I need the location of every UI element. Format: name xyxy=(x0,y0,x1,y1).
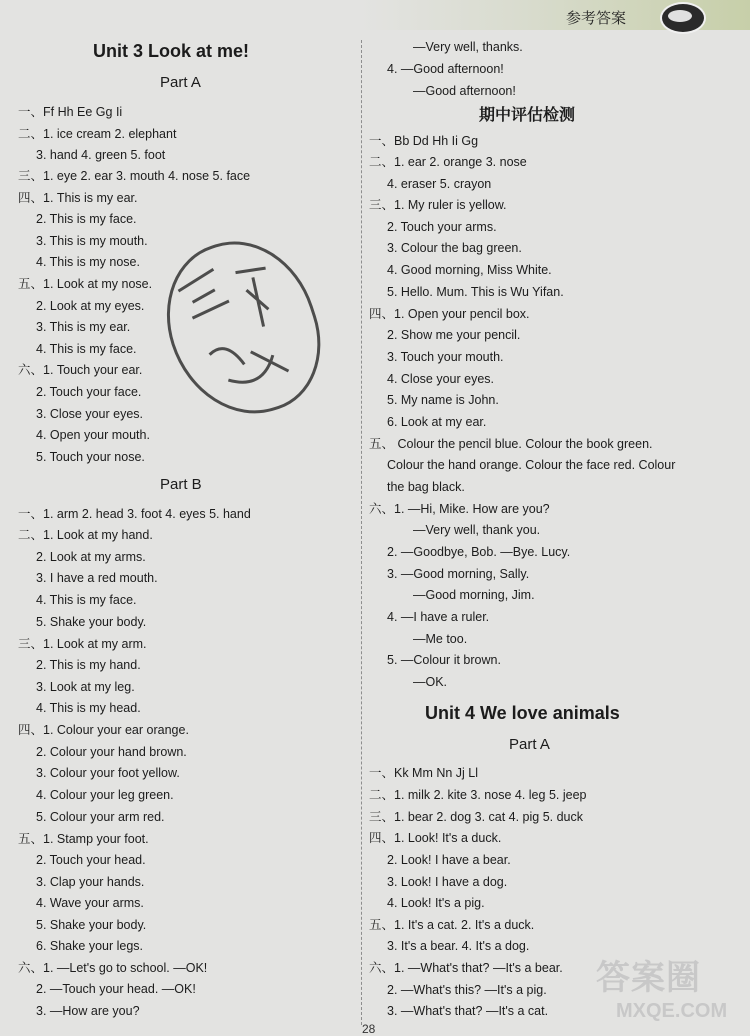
answer-line: 4. Colour your leg green. xyxy=(36,788,174,802)
answer-line: 3. Touch your mouth. xyxy=(387,350,504,364)
answer-line: 三、1. bear 2. dog 3. cat 4. pig 5. duck xyxy=(369,810,584,824)
answer-line: 六、1. —Let's go to school. —OK! xyxy=(18,961,208,975)
answer-line: 四、1. Open your pencil box. xyxy=(369,307,530,321)
answer-line: 3. Look at my leg. xyxy=(36,680,135,694)
answer-line: 2. Look at my eyes. xyxy=(36,299,145,313)
answer-line: Colour the hand orange. Colour the face red. Colour xyxy=(387,458,676,472)
answer-line: 3. hand 4. green 5. foot xyxy=(36,148,166,162)
answer-line: 4. —Good afternoon! xyxy=(387,62,504,76)
answer-line: 3. Close your eyes. xyxy=(36,407,143,421)
answer-line: 2. Look! I have a bear. xyxy=(387,853,511,867)
answer-line: 2. —What's this? —It's a pig. xyxy=(387,983,547,997)
answer-line: 4. eraser 5. crayon xyxy=(387,177,492,191)
answer-line: 4. —I have a ruler. xyxy=(387,610,490,624)
answer-line: 3. Look! I have a dog. xyxy=(387,875,508,889)
answer-line: 2. Touch your face. xyxy=(36,385,142,399)
answer-line: 一、Kk Mm Nn Jj Ll xyxy=(369,766,479,780)
answer-line: 3. This is my mouth. xyxy=(36,234,148,248)
answer-line: —Good afternoon! xyxy=(413,84,516,98)
page-number: 28 xyxy=(362,1022,376,1036)
unit-3-title: Unit 3 Look at me! xyxy=(93,41,250,61)
answer-line: 五、1. It's a cat. 2. It's a duck. xyxy=(369,918,535,932)
column-divider xyxy=(361,40,362,1025)
answer-line: 6. Look at my ear. xyxy=(387,415,487,429)
answer-line: —OK. xyxy=(413,675,448,689)
answer-line: 4. This is my head. xyxy=(36,701,141,715)
site-watermark-url: MXQE.COM xyxy=(616,1000,728,1022)
answer-line: 2. Show me your pencil. xyxy=(387,328,521,342)
answer-line: 6. Shake your legs. xyxy=(36,939,144,953)
answer-line: 三、1. My ruler is yellow. xyxy=(369,198,507,212)
answer-line: 六、1. —What's that? —It's a bear. xyxy=(369,961,563,975)
answer-line: —Very well, thanks. xyxy=(413,40,523,54)
answer-line: 4. This is my face. xyxy=(36,593,137,607)
unit-4-part-a-heading: Part A xyxy=(509,736,550,753)
answer-line: 2. This is my face. xyxy=(36,212,137,226)
answer-line: 六、1. —Hi, Mike. How are you? xyxy=(369,502,550,516)
answer-line: the bag black. xyxy=(387,480,465,494)
answer-line: 四、1. This is my ear. xyxy=(18,191,138,205)
answer-line: 2. This is my hand. xyxy=(36,658,141,672)
answer-line: 三、1. Look at my arm. xyxy=(18,637,147,651)
answer-line: 二、1. ice cream 2. elephant xyxy=(18,127,177,141)
answer-line: 二、1. Look at my hand. xyxy=(18,528,153,542)
header-label: 参考答案 xyxy=(566,9,627,27)
answer-line: 3. It's a bear. 4. It's a dog. xyxy=(387,939,530,953)
answer-line: 五、1. Look at my nose. xyxy=(18,277,153,291)
answer-line: 2. Colour your hand brown. xyxy=(36,745,187,759)
answer-line: 五、 Colour the pencil blue. Colour the book green. xyxy=(369,437,653,451)
answer-line: 3. —Good morning, Sally. xyxy=(387,567,530,581)
answer-line: 六、1. Touch your ear. xyxy=(18,363,143,377)
answer-line: 2. Touch your head. xyxy=(36,853,146,867)
answer-line: 四、1. Look! It's a duck. xyxy=(369,831,502,845)
answer-line: 4. Wave your arms. xyxy=(36,896,144,910)
answer-line: 2. Touch your arms. xyxy=(387,220,497,234)
answer-line: 5. Hello. Mum. This is Wu Yifan. xyxy=(387,285,564,299)
answer-line: —Good morning, Jim. xyxy=(413,588,535,602)
part-b-heading: Part B xyxy=(160,476,202,493)
answer-line: 3. This is my ear. xyxy=(36,320,131,334)
answer-line: 3. Colour the bag green. xyxy=(387,241,522,255)
answer-line: 4. This is my nose. xyxy=(36,255,140,269)
answer-line: 一、1. arm 2. head 3. foot 4. eyes 5. hand xyxy=(18,507,251,521)
answer-line: 二、1. milk 2. kite 3. nose 4. leg 5. jeep xyxy=(369,788,587,802)
answer-line: 5. Shake your body. xyxy=(36,615,147,629)
answer-line: 三、1. eye 2. ear 3. mouth 4. nose 5. face xyxy=(18,169,251,183)
answer-line: 四、1. Colour your ear orange. xyxy=(18,723,189,737)
answer-line: 2. —Goodbye, Bob. —Bye. Lucy. xyxy=(387,545,571,559)
answer-line: 一、Bb Dd Hh Ii Gg xyxy=(369,134,479,148)
answer-line: 5. My name is John. xyxy=(387,393,499,407)
answer-line: 4. Open your mouth. xyxy=(36,428,150,442)
answer-line: 4. Good morning, Miss White. xyxy=(387,263,552,277)
answer-line: 3. Clap your hands. xyxy=(36,875,145,889)
answer-line: 5. Colour your arm red. xyxy=(36,810,165,824)
answer-line: 3. —How are you? xyxy=(36,1004,140,1018)
answer-line: 五、1. Stamp your foot. xyxy=(18,832,149,846)
answer-line: 3. I have a red mouth. xyxy=(36,571,158,585)
answer-line: 2. —Touch your head. —OK! xyxy=(36,982,196,996)
answer-line: 二、1. ear 2. orange 3. nose xyxy=(369,155,527,169)
answer-line: 2. Look at my arms. xyxy=(36,550,146,564)
site-watermark: 答案圈 xyxy=(596,959,701,997)
answer-line: 3. —What's that? —It's a cat. xyxy=(387,1004,549,1018)
midterm-title: 期中评估检测 xyxy=(479,105,576,124)
part-a-heading: Part A xyxy=(160,74,201,91)
handwritten-watermark xyxy=(146,222,339,435)
answer-line: 5. Shake your body. xyxy=(36,918,147,932)
answer-line: 5. —Colour it brown. xyxy=(387,653,501,667)
answer-line: 4. This is my face. xyxy=(36,342,137,356)
publisher-logo-icon xyxy=(660,2,706,34)
unit-4-title: Unit 4 We love animals xyxy=(425,703,620,723)
answer-line: 一、Ff Hh Ee Gg Ii xyxy=(18,105,123,119)
answer-line: 4. Close your eyes. xyxy=(387,372,494,386)
answer-line: 3. Colour your foot yellow. xyxy=(36,766,180,780)
answer-line: 4. Look! It's a pig. xyxy=(387,896,485,910)
answer-line: —Very well, thank you. xyxy=(413,523,541,537)
answer-line: 5. Touch your nose. xyxy=(36,450,145,464)
answer-line: —Me too. xyxy=(413,632,468,646)
